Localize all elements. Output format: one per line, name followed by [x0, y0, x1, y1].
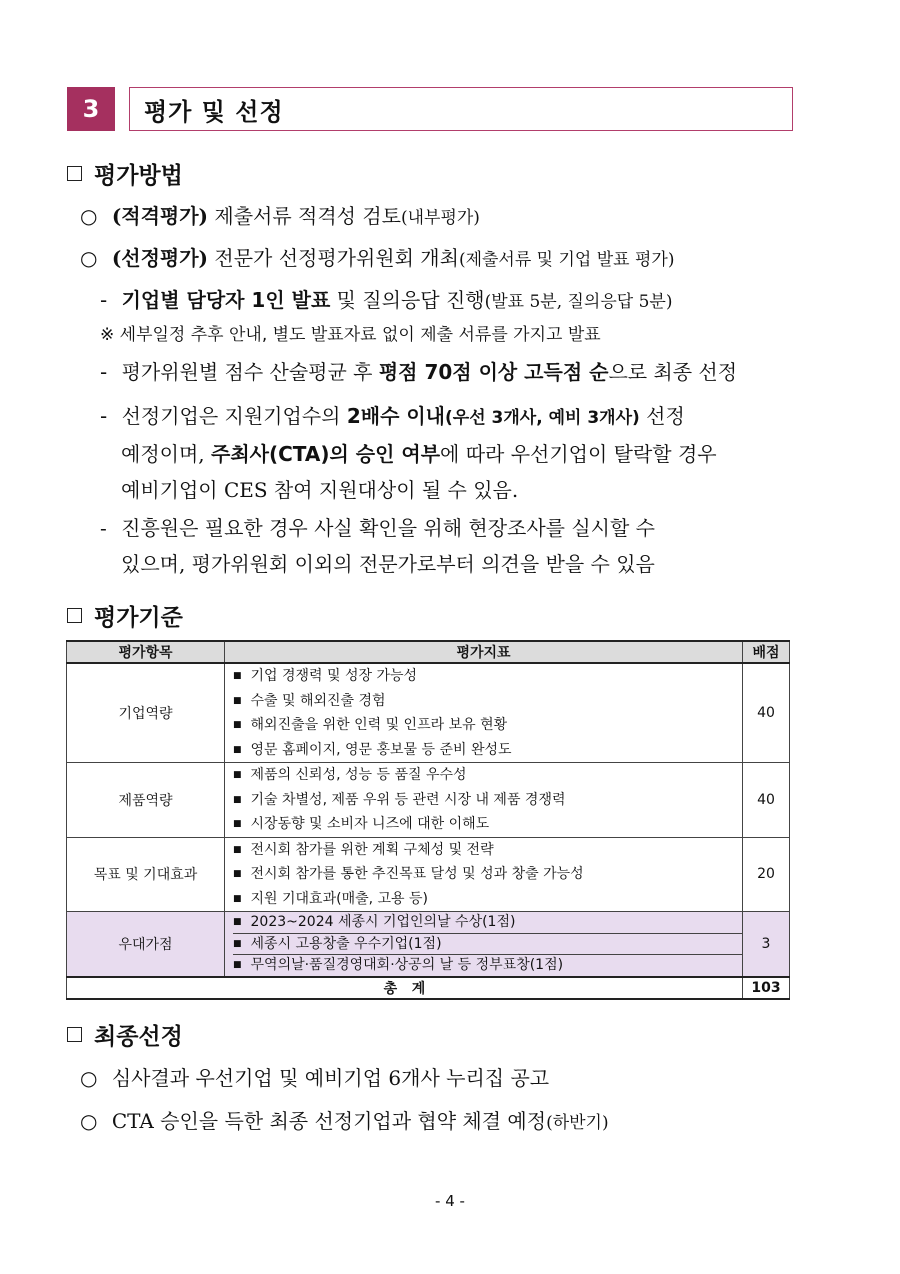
page-number: - 4 -: [435, 1192, 465, 1210]
header-category: 평가항목: [67, 641, 225, 663]
total-points: 103: [743, 977, 790, 999]
section-title: 평가 및 선정: [144, 97, 284, 126]
row-points: 20: [743, 837, 790, 912]
circle-bullet-icon: ○: [80, 1066, 98, 1090]
row-category: 제품역량: [67, 763, 225, 838]
row-points: 40: [743, 763, 790, 838]
row-indicators: ■ 제품의 신뢰성, 성능 등 품질 우수성 ■ 기술 차별성, 제품 우위 등 관련 시장 내 제품 경쟁력 ■ 시장동향 및 소비자 니즈에 대한 이해도: [225, 763, 743, 838]
checkbox-square-icon: [67, 608, 82, 623]
checkbox-square-icon: [67, 1027, 82, 1042]
circle-bullet-icon: ○: [80, 204, 98, 228]
table-row: [67, 837, 790, 912]
table-row-bonus: [67, 912, 790, 977]
row-category: 목표 및 기대효과: [67, 837, 225, 912]
header-indicator: 평가지표: [225, 641, 743, 663]
row-points: 3: [743, 912, 790, 977]
method-item-eligibility: ○ (적격평가) 제출서류 적격성 검토(내부평가): [80, 204, 480, 228]
row-points: 40: [743, 663, 790, 763]
final-item-agreement: ○ CTA 승인을 득한 최종 선정기업과 협약 체결 예정(하반기): [80, 1109, 609, 1133]
criteria-table: [66, 640, 790, 1000]
table-row: [67, 663, 790, 763]
checkbox-square-icon: [67, 166, 82, 181]
section-number: 3: [67, 87, 115, 131]
circle-bullet-icon: ○: [80, 246, 98, 270]
method-sub-selection-count: - 선정기업은 지원기업수의 2배수 이내(우선 3개사, 예비 3개사) 선정 예정이며, 주최사(CTA)의 승인 여부에 따라 우선기업이 탈락할 경우 예비기업이 CES 참여 지원대상이 될 수 있음.: [100, 404, 717, 502]
final-heading: 최종선정: [67, 1018, 183, 1051]
circle-bullet-icon: ○: [80, 1109, 98, 1133]
total-label: 총 계: [67, 977, 743, 999]
method-sub-scoring: - 평가위원별 점수 산술평균 후 평점 70점 이상 고득점 순으로 최종 선정: [100, 360, 738, 384]
row-indicators: ■ 기업 경쟁력 및 성장 가능성 ■ 수출 및 해외진출 경험 ■ 해외진출을 위한 인력 및 인프라 보유 현황 ■ 영문 홈페이지, 영문 홍보물 등 준비 완성도: [225, 663, 743, 763]
method-heading: 평가방법: [67, 157, 183, 190]
criteria-heading: 평가기준: [67, 599, 183, 632]
row-category: 우대가점: [67, 912, 225, 977]
table-total-row: [67, 977, 790, 999]
final-item-announcement: ○ 심사결과 우선기업 및 예비기업 6개사 누리집 공고: [80, 1066, 550, 1090]
table-header-row: [67, 641, 790, 663]
row-category: 기업역량: [67, 663, 225, 763]
method-sub-presentation: - 기업별 담당자 1인 발표 및 질의응답 진행(발표 5분, 질의응답 5분): [100, 288, 673, 312]
row-indicators: ■ 전시회 참가를 위한 계획 구체성 및 전략 ■ 전시회 참가를 통한 추진목표 달성 및 성과 창출 가능성 ■ 지원 기대효과(매출, 고용 등): [225, 837, 743, 912]
table-row: [67, 763, 790, 838]
method-remark: ※ 세부일정 추후 안내, 별도 발표자료 없이 제출 서류를 가지고 발표: [100, 325, 601, 345]
header-points: 배점: [743, 641, 790, 663]
section-title-box: [129, 87, 793, 131]
row-indicators: ■ 2023~2024 세종시 기업인의날 수상(1점) ■ 세종시 고용창출 우수기업(1점) ■ 무역의날·품질경영대회·상공의 날 등 정부표창(1점): [225, 912, 743, 977]
method-item-selection: ○ (선정평가) 전문가 선정평가위원회 개최(제출서류 및 기업 발표 평가): [80, 246, 675, 270]
method-sub-inspection: - 진흥원은 필요한 경우 사실 확인을 위해 현장조사를 실시할 수 있으며, 평가위원회 이외의 전문가로부터 의견을 받을 수 있음: [100, 516, 655, 576]
